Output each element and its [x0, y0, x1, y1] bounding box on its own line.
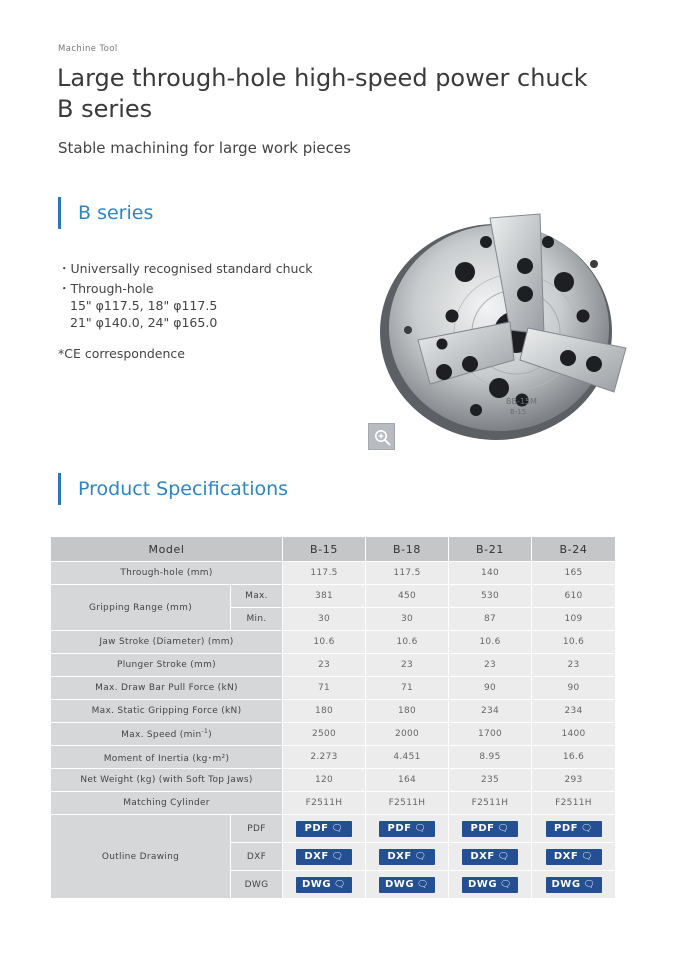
- dxf-download-button[interactable]: [462, 849, 518, 865]
- table-cell: 30: [366, 608, 449, 631]
- feature-item: [58, 280, 313, 331]
- product-marking: B-15: [510, 408, 527, 416]
- table-cell: 117.5: [283, 562, 366, 585]
- row-sublabel: Min.: [231, 608, 283, 631]
- row-label: Max. Static Gripping Force (kN): [51, 700, 283, 723]
- table-cell: 10.6: [449, 631, 532, 654]
- table-cell: 2500: [283, 723, 366, 746]
- table-cell: [366, 871, 449, 899]
- download-icon: 🗨: [497, 851, 510, 862]
- dxf-download-button[interactable]: [296, 849, 352, 865]
- table-cell: [283, 843, 366, 871]
- breadcrumb: Machine Tool: [58, 44, 118, 54]
- table-cell: 293: [532, 769, 616, 792]
- table-cell: 23: [532, 654, 616, 677]
- ce-note: *CE correspondence: [58, 346, 185, 361]
- table-cell: 180: [283, 700, 366, 723]
- table-cell: 381: [283, 585, 366, 608]
- dwg-download-button[interactable]: [546, 877, 602, 893]
- table-cell: 10.6: [283, 631, 366, 654]
- product-marking: BB-15M: [506, 397, 537, 406]
- dxf-download-button[interactable]: [379, 849, 435, 865]
- table-cell: [532, 843, 616, 871]
- button-label: DWG: [468, 878, 498, 890]
- table-cell: [532, 815, 616, 843]
- product-image-power-chuck: [378, 212, 628, 442]
- row-label: [51, 723, 283, 746]
- table-cell: 109: [532, 608, 616, 631]
- table-cell: F2511H: [366, 792, 449, 815]
- button-label: PDF: [470, 822, 495, 834]
- pdf-download-button[interactable]: [546, 821, 602, 837]
- table-cell: 90: [532, 677, 616, 700]
- table-header-row: [51, 537, 616, 562]
- row-label: Moment of Inertia (kg･m²): [51, 746, 283, 769]
- row-label: Outline Drawing: [51, 815, 231, 899]
- dwg-download-button[interactable]: [296, 877, 352, 893]
- button-label: DXF: [553, 850, 579, 862]
- row-sublabel: Max.: [231, 585, 283, 608]
- page-title: [57, 63, 637, 125]
- table-cell: 10.6: [532, 631, 616, 654]
- page-title-line2: B series: [57, 95, 153, 123]
- button-label: PDF: [387, 822, 412, 834]
- download-icon: 🗨: [414, 823, 427, 834]
- row-label: Through-hole (mm): [51, 562, 283, 585]
- button-label: DWG: [302, 878, 332, 890]
- table-row: [51, 631, 616, 654]
- pdf-download-button[interactable]: [379, 821, 435, 837]
- button-label: DWG: [385, 878, 415, 890]
- row-label: Matching Cylinder: [51, 792, 283, 815]
- button-label: PDF: [304, 822, 329, 834]
- button-label: DXF: [304, 850, 329, 862]
- row-sublabel: PDF: [231, 815, 283, 843]
- dxf-download-button[interactable]: [546, 849, 602, 865]
- table-cell: [283, 871, 366, 899]
- table-cell: 234: [449, 700, 532, 723]
- download-icon: 🗨: [500, 879, 512, 890]
- row-label: Jaw Stroke (Diameter) (mm): [51, 631, 283, 654]
- table-cell: 30: [283, 608, 366, 631]
- dwg-download-button[interactable]: [462, 877, 518, 893]
- table-cell: 140: [449, 562, 532, 585]
- table-cell: 90: [449, 677, 532, 700]
- table-cell: [449, 843, 532, 871]
- download-icon: 🗨: [331, 823, 344, 834]
- table-cell: [283, 815, 366, 843]
- table-cell: [532, 871, 616, 899]
- table-cell: 180: [366, 700, 449, 723]
- table-cell: 530: [449, 585, 532, 608]
- specifications-table: [50, 536, 616, 899]
- pdf-download-button[interactable]: [462, 821, 518, 837]
- row-label-text: Max. Speed (min: [121, 730, 202, 740]
- table-cell: 23: [283, 654, 366, 677]
- section-heading-b-series: B series: [58, 197, 153, 229]
- row-label: Max. Draw Bar Pull Force (kN): [51, 677, 283, 700]
- table-row: [51, 585, 616, 608]
- table-row: [51, 654, 616, 677]
- row-label: Net Weight (kg) (with Soft Top Jaws): [51, 769, 283, 792]
- table-cell: 23: [449, 654, 532, 677]
- table-cell: 235: [449, 769, 532, 792]
- table-cell: 610: [532, 585, 616, 608]
- table-cell: F2511H: [283, 792, 366, 815]
- table-cell: [449, 871, 532, 899]
- table-cell: 8.95: [449, 746, 532, 769]
- row-label: Gripping Range (mm): [51, 585, 231, 631]
- table-cell: 10.6: [366, 631, 449, 654]
- table-row: [51, 677, 616, 700]
- table-cell: 1700: [449, 723, 532, 746]
- button-label: PDF: [554, 822, 579, 834]
- button-label: DXF: [387, 850, 412, 862]
- table-row: [51, 769, 616, 792]
- table-row: [51, 562, 616, 585]
- feature-item-detail: 21" φ140.0, 24" φ165.0: [70, 315, 218, 330]
- zoom-button[interactable]: [368, 423, 395, 450]
- feature-item-label: ・Through-hole: [58, 281, 154, 296]
- feature-item: ・Universally recognised standard chuck: [58, 261, 313, 276]
- section-heading-product-specifications: Product Specifications: [58, 473, 288, 505]
- table-cell: 4.451: [366, 746, 449, 769]
- table-cell: 2000: [366, 723, 449, 746]
- download-icon: 🗨: [581, 823, 593, 834]
- table-cell: 2.273: [283, 746, 366, 769]
- dwg-download-button[interactable]: [379, 877, 435, 893]
- download-icon: 🗨: [414, 851, 427, 862]
- table-row: [51, 746, 616, 769]
- pdf-download-button[interactable]: [296, 821, 352, 837]
- row-label: Plunger Stroke (mm): [51, 654, 283, 677]
- table-row: [51, 700, 616, 723]
- table-cell: [366, 815, 449, 843]
- download-icon: 🗨: [583, 879, 596, 890]
- feature-list: [58, 260, 313, 362]
- table-cell: 117.5: [366, 562, 449, 585]
- table-cell: 120: [283, 769, 366, 792]
- table-cell: 71: [366, 677, 449, 700]
- page-subtitle: Stable machining for large work pieces: [58, 139, 351, 157]
- table-cell: F2511H: [532, 792, 616, 815]
- table-row: [51, 815, 616, 843]
- table-cell: [366, 843, 449, 871]
- download-icon: 🗨: [497, 823, 510, 834]
- table-cell: 87: [449, 608, 532, 631]
- table-cell: 71: [283, 677, 366, 700]
- model-header: Model: [51, 537, 283, 562]
- model-column-header: B-18: [366, 537, 449, 562]
- table-cell: [449, 815, 532, 843]
- download-icon: 🗨: [334, 879, 346, 890]
- row-label-superscript: -1: [201, 728, 209, 735]
- row-label-close: ): [208, 730, 212, 740]
- button-label: DWG: [551, 878, 581, 890]
- table-row: [51, 723, 616, 746]
- table-cell: 1400: [532, 723, 616, 746]
- row-sublabel: DXF: [231, 843, 283, 871]
- table-cell: 234: [532, 700, 616, 723]
- table-cell: 164: [366, 769, 449, 792]
- table-cell: 165: [532, 562, 616, 585]
- table-cell: F2511H: [449, 792, 532, 815]
- table-row: [51, 792, 616, 815]
- button-label: DXF: [470, 850, 495, 862]
- row-sublabel: DWG: [231, 871, 283, 899]
- zoom-in-icon: [374, 429, 391, 446]
- table-cell: 450: [366, 585, 449, 608]
- table-cell: 16.6: [532, 746, 616, 769]
- model-column-header: B-15: [283, 537, 366, 562]
- download-icon: 🗨: [331, 851, 344, 862]
- download-icon: 🗨: [581, 851, 594, 862]
- table-cell: 23: [366, 654, 449, 677]
- model-column-header: B-24: [532, 537, 616, 562]
- model-column-header: B-21: [449, 537, 532, 562]
- feature-item-detail: 15" φ117.5, 18" φ117.5: [70, 298, 218, 313]
- download-icon: 🗨: [417, 879, 429, 890]
- page-title-line1: Large through-hole high-speed power chuck: [57, 64, 588, 92]
